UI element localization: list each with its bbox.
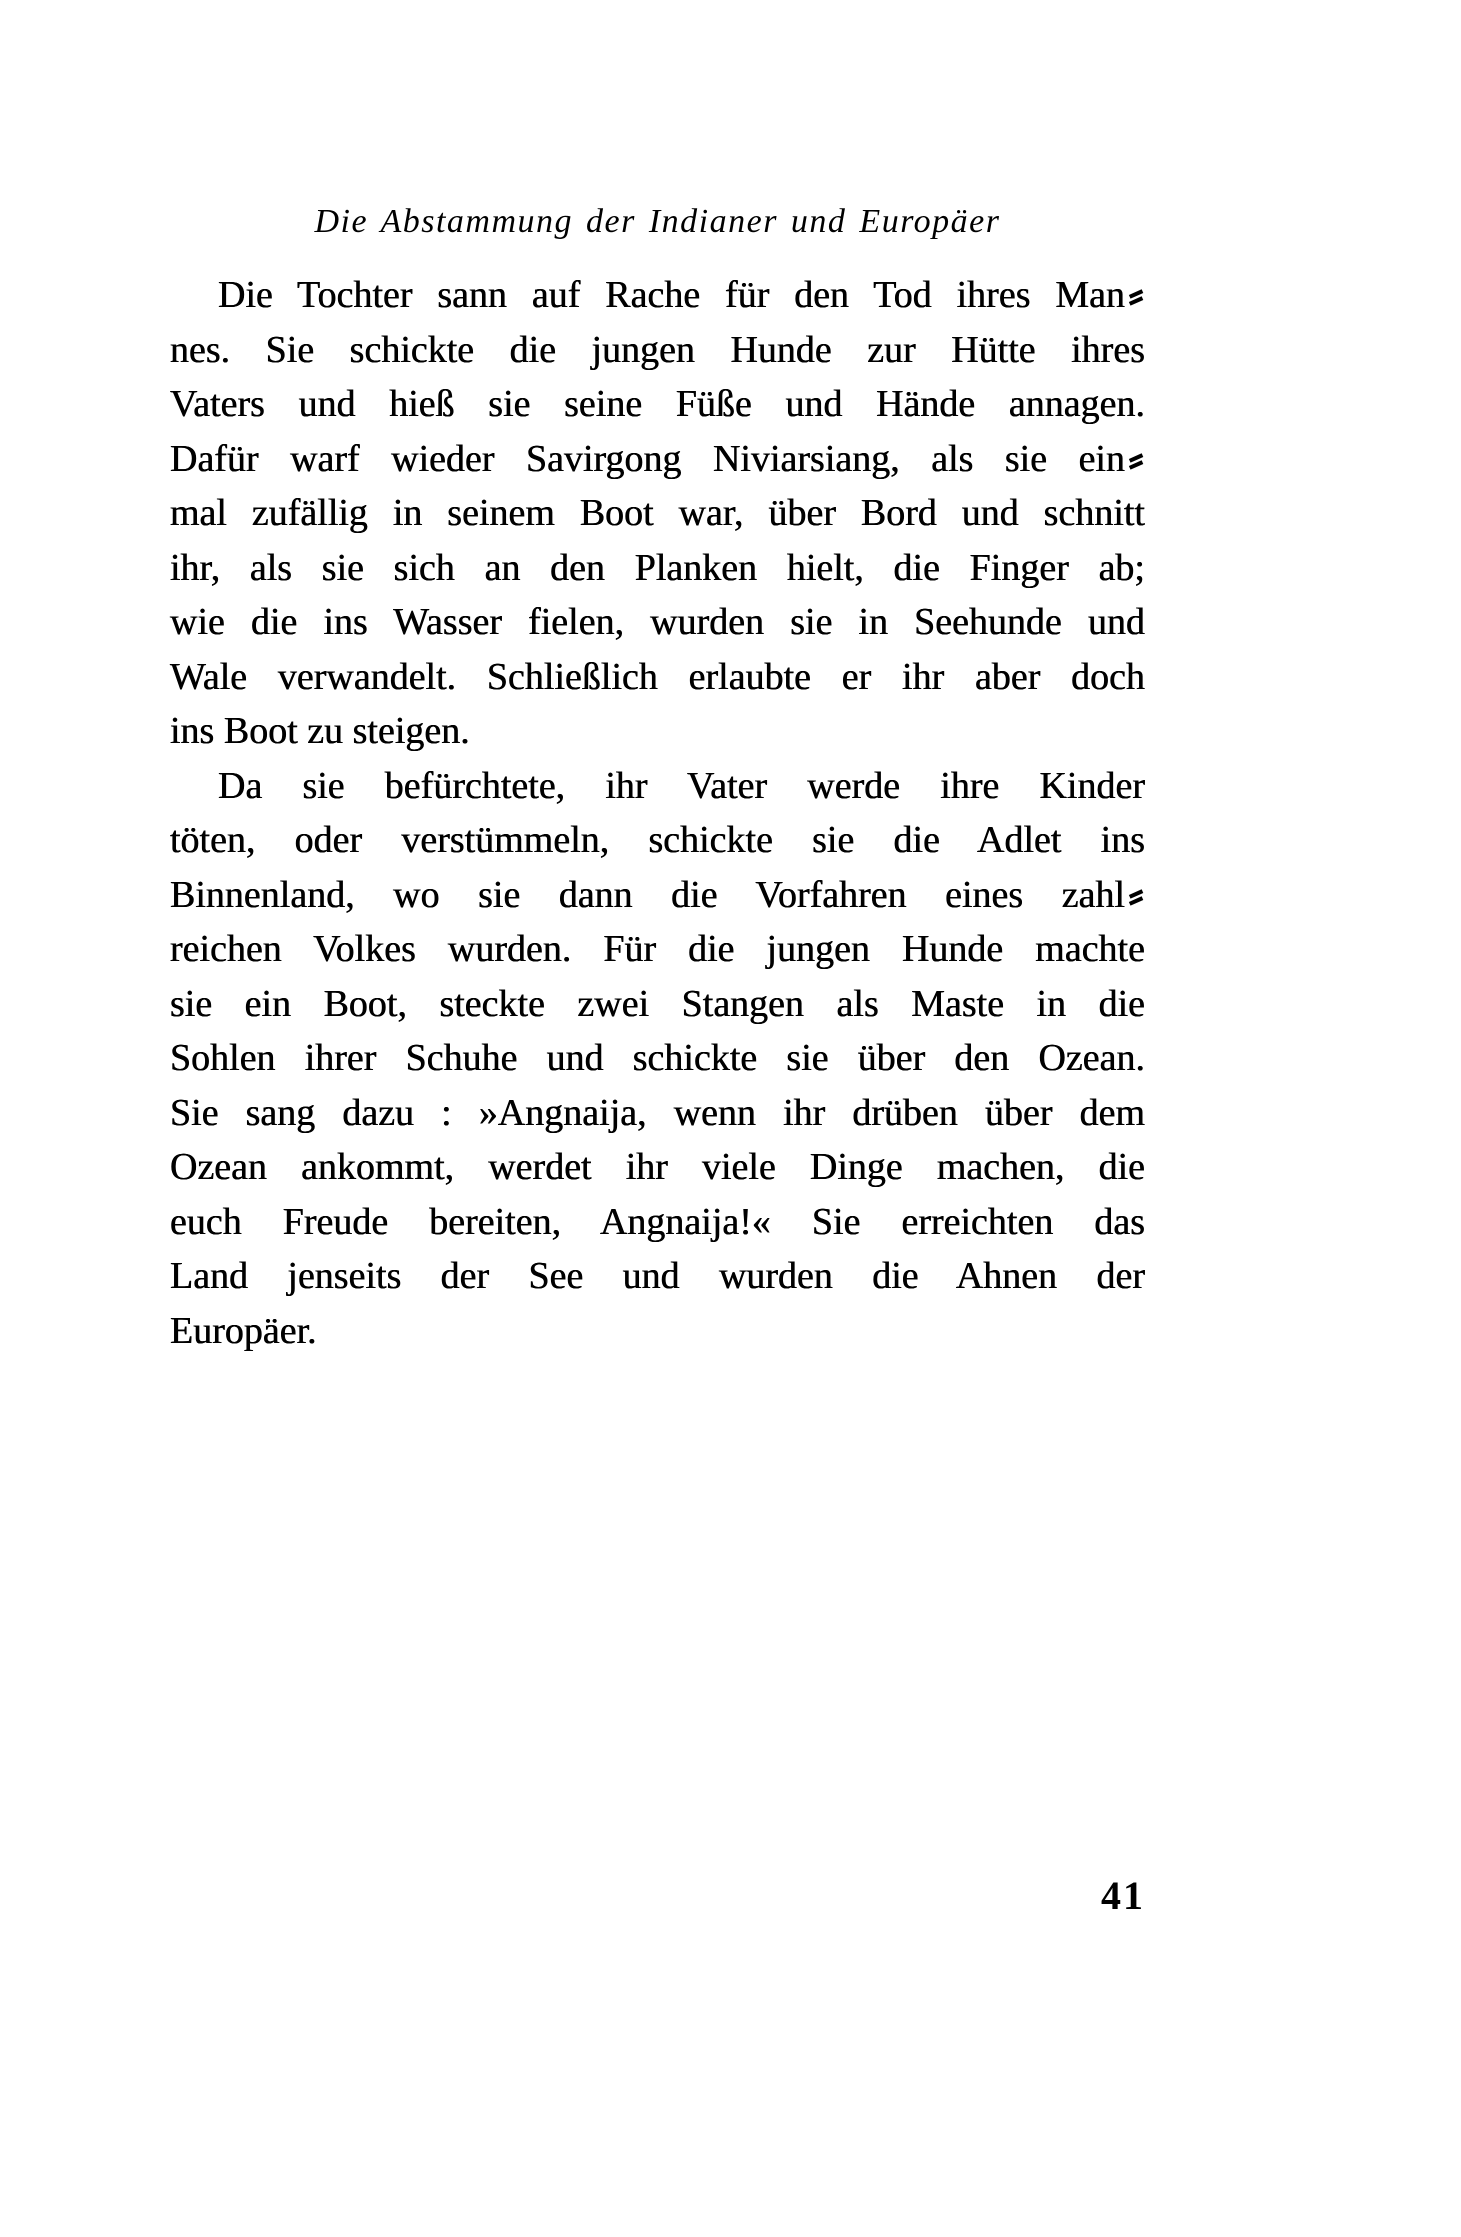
text-line-content: euch Freude bereiten, Angnaija!« Sie erreichten das xyxy=(170,1200,1145,1243)
text-line-content: Dafür warf wieder Savirgong Niviarsiang, als sie ein xyxy=(170,437,1125,480)
text-line xyxy=(170,432,1145,487)
text-line xyxy=(170,486,1145,541)
text-line-content: Sohlen ihrer Schuhe und schickte sie über den Ozean. xyxy=(170,1037,1145,1079)
text-line xyxy=(170,704,1145,759)
text-line-content: Da sie befürchtete, ihr Vater werde ihre Kinder xyxy=(218,764,1145,807)
text-line-content: Ozean ankommt, werdet ihr viele Dinge machen, die xyxy=(170,1146,1145,1188)
text-line-content: ins Boot zu steigen. xyxy=(170,710,470,752)
text-line-content: wie die ins Wasser fielen, wurden sie in Seehunde und xyxy=(170,601,1145,643)
text-line xyxy=(170,977,1145,1032)
text-line-content: sie ein Boot, steckte zwei Stangen als Maste in die xyxy=(170,982,1145,1025)
text-line xyxy=(170,813,1145,868)
text-line xyxy=(170,1031,1145,1086)
text-line-content: Vaters und hieß sie seine Füße und Hände annagen. xyxy=(170,383,1145,425)
hyphen-divis-mark xyxy=(1128,287,1145,309)
text-line xyxy=(170,1304,1145,1359)
text-line xyxy=(170,759,1145,814)
text-line-content: Wale verwandelt. Schließlich erlaubte er ihr aber doch xyxy=(170,655,1145,698)
text-line-content: Sie sang dazu : »Angnaija, wenn ihr drüben über dem xyxy=(170,1091,1145,1134)
page-number: 41 xyxy=(1101,1873,1145,1918)
body-text xyxy=(170,268,1145,1358)
text-line xyxy=(170,1249,1145,1304)
text-line-content: Land jenseits der See und wurden die Ahnen der xyxy=(170,1255,1145,1297)
text-line-content: Europäer. xyxy=(170,1309,317,1352)
text-line-content: töten, oder verstümmeln, schickte sie die Adlet ins xyxy=(170,819,1145,861)
text-line xyxy=(170,541,1145,596)
text-line xyxy=(170,268,1145,323)
text-line xyxy=(170,1140,1145,1195)
text-line xyxy=(170,377,1145,432)
text-line xyxy=(170,1086,1145,1141)
text-line xyxy=(170,323,1145,378)
running-header: Die Abstammung der Indianer und Europäer xyxy=(314,203,1001,240)
text-line xyxy=(170,868,1145,923)
text-line-content: mal zufällig in seinem Boot war, über Bord und schnitt xyxy=(170,492,1145,534)
text-line-content: reichen Volkes wurden. Für die jungen Hunde machte xyxy=(170,928,1145,970)
text-line-content: ihr, als sie sich an den Planken hielt, die Finger ab; xyxy=(170,546,1145,589)
text-line xyxy=(170,1195,1145,1250)
text-line xyxy=(170,650,1145,705)
text-line-content: Binnenland, wo sie dann die Vorfahren eines zahl xyxy=(170,873,1125,916)
text-line-content: Die Tochter sann auf Rache für den Tod ihres Man xyxy=(218,274,1125,316)
text-line xyxy=(170,595,1145,650)
hyphen-divis-mark xyxy=(1128,451,1145,473)
text-line xyxy=(170,922,1145,977)
text-line-content: nes. Sie schickte die jungen Hunde zur Hütte ihres xyxy=(170,328,1145,371)
hyphen-divis-mark xyxy=(1128,887,1145,909)
